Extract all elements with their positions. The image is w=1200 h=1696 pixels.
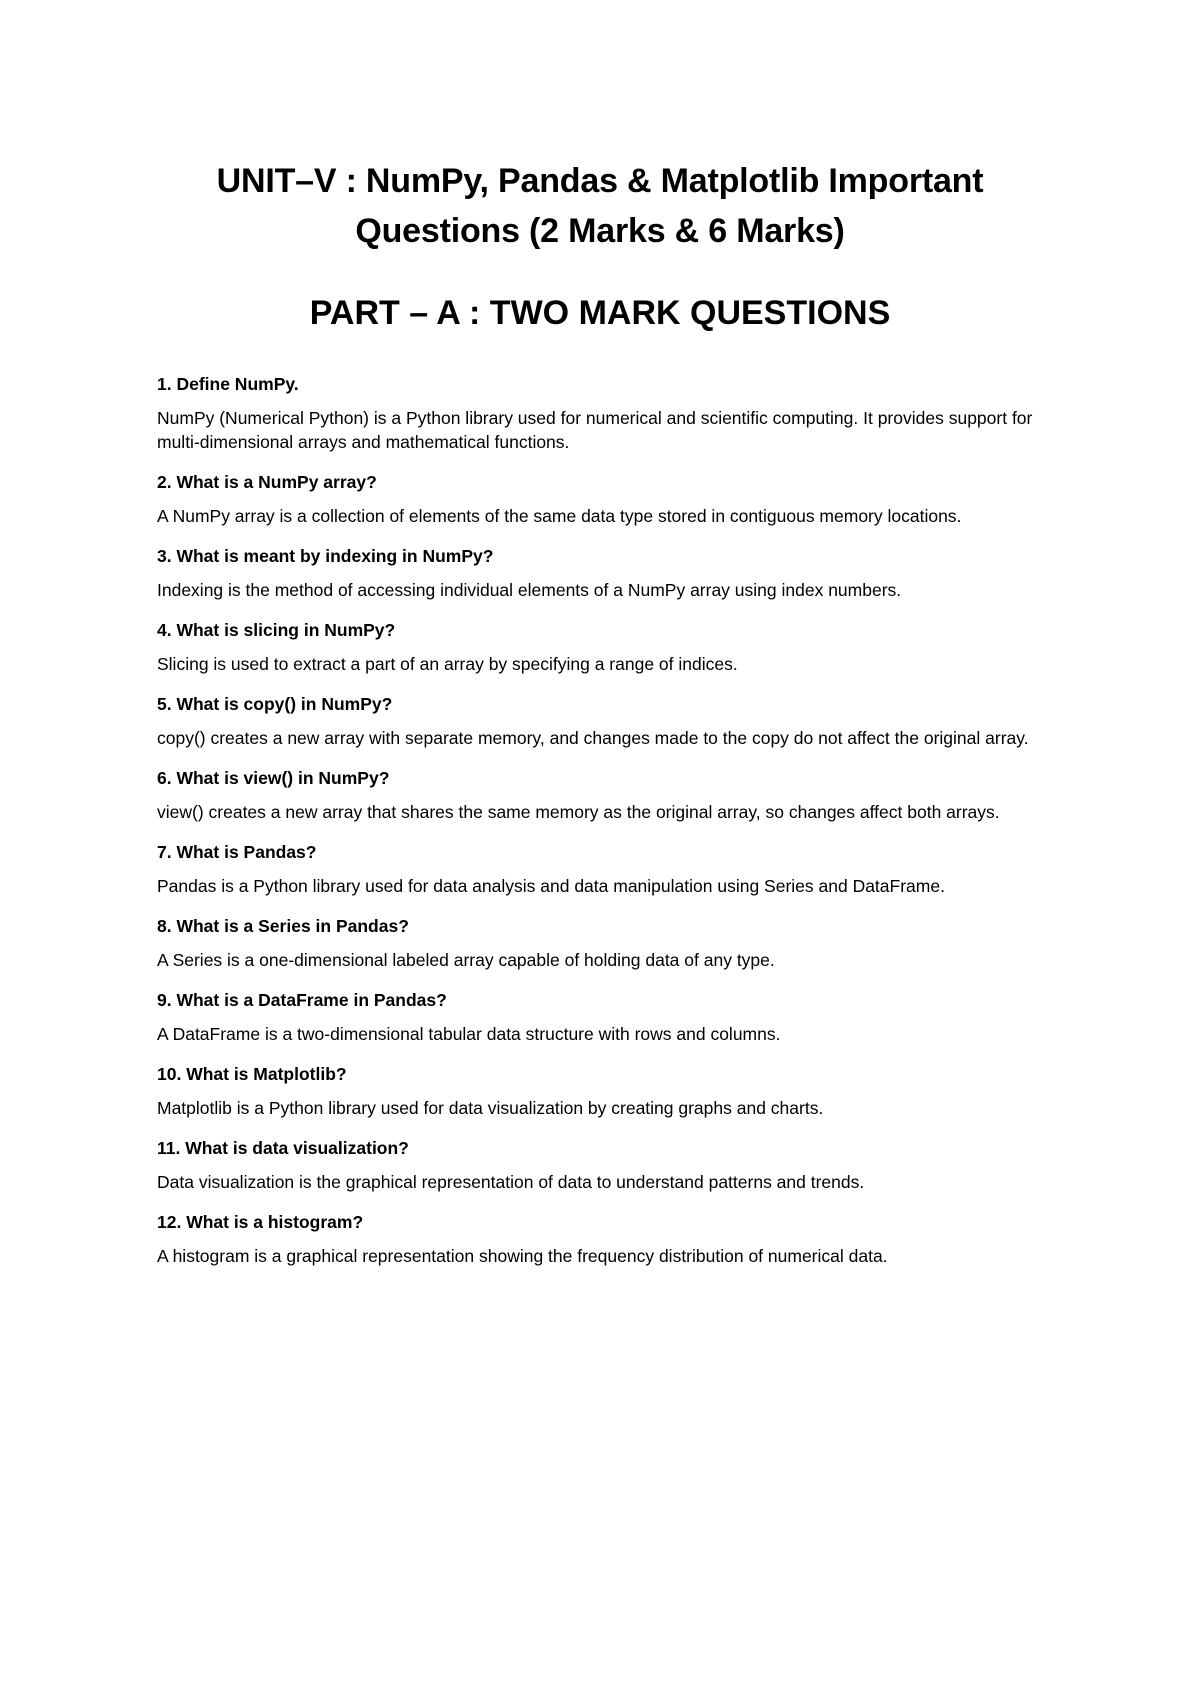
answer-text: NumPy (Numerical Python) is a Python library used for numerical and scientific computing. It provides support for multi-dimensional arrays and mathematical functions. — [157, 408, 1033, 452]
question-item — [157, 1136, 1057, 1194]
question-text: 1. Define NumPy. — [157, 374, 299, 394]
question-text: 3. What is meant by indexing in NumPy? — [157, 546, 494, 566]
answer-text: view() creates a new array that shares the same memory as the original array, so changes affect both arrays. — [157, 802, 1000, 822]
answer-text: A DataFrame is a two-dimensional tabular data structure with rows and columns. — [157, 1024, 781, 1044]
answer-text: A Series is a one-dimensional labeled array capable of holding data of any type. — [157, 950, 775, 970]
answer-text: A NumPy array is a collection of elements of the same data type stored in contiguous memory locations. — [157, 506, 962, 526]
question-text: 9. What is a DataFrame in Pandas? — [157, 990, 447, 1010]
question-text: 6. What is view() in NumPy? — [157, 768, 390, 788]
answer-text: Matplotlib is a Python library used for data visualization by creating graphs and charts. — [157, 1098, 824, 1118]
question-item — [157, 618, 1057, 676]
question-text: 11. What is data visualization? — [157, 1138, 409, 1158]
document-title-line-2: Questions (2 Marks & 6 Marks) — [355, 212, 845, 250]
question-item — [157, 1062, 1057, 1120]
question-text: 5. What is copy() in NumPy? — [157, 694, 393, 714]
answer-text: Slicing is used to extract a part of an array by specifying a range of indices. — [157, 654, 738, 674]
question-text: 12. What is a histogram? — [157, 1212, 364, 1232]
question-item — [157, 766, 1057, 824]
question-text: 8. What is a Series in Pandas? — [157, 916, 409, 936]
question-text: 7. What is Pandas? — [157, 842, 317, 862]
question-item — [157, 988, 1057, 1046]
question-list — [157, 372, 1057, 1284]
part-a-heading: PART – A : TWO MARK QUESTIONS — [309, 294, 891, 332]
answer-text: copy() creates a new array with separate memory, and changes made to the copy do not affect the original array. — [157, 728, 1029, 748]
question-text: 10. What is Matplotlib? — [157, 1064, 347, 1084]
question-item — [157, 544, 1057, 602]
question-item — [157, 914, 1057, 972]
answer-text: A histogram is a graphical representation showing the frequency distribution of numerical data. — [157, 1246, 888, 1266]
question-item — [157, 470, 1057, 528]
question-text: 4. What is slicing in NumPy? — [157, 620, 396, 640]
answer-text: Data visualization is the graphical representation of data to understand patterns and trends. — [157, 1172, 865, 1192]
question-item — [157, 372, 1057, 454]
question-text: 2. What is a NumPy array? — [157, 472, 377, 492]
answer-text: Indexing is the method of accessing individual elements of a NumPy array using index numbers. — [157, 580, 902, 600]
question-item — [157, 1210, 1057, 1268]
document-title-line-1: UNIT–V : NumPy, Pandas & Matplotlib Important — [216, 162, 984, 200]
document-title — [120, 156, 1080, 256]
answer-text: Pandas is a Python library used for data analysis and data manipulation using Series and DataFrame. — [157, 876, 945, 896]
question-item — [157, 692, 1057, 750]
question-item — [157, 840, 1057, 898]
